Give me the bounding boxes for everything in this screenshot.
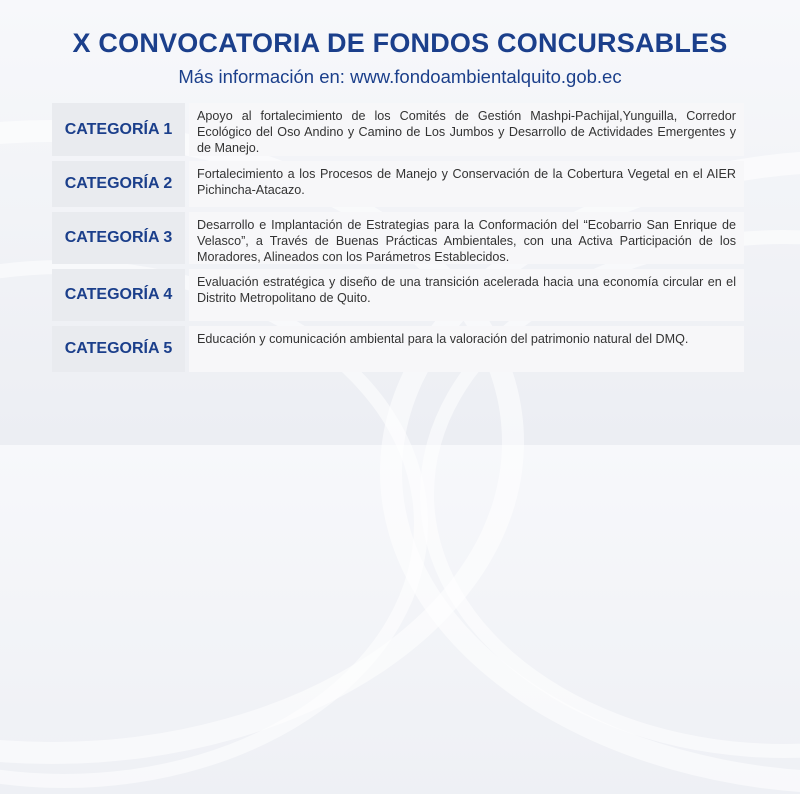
category-label: CATEGORÍA 5 [52, 326, 185, 372]
category-description: Apoyo al fortalecimiento de los Comités de Gestión Mashpi-Pachijal,Yunguilla, Corredor Ecológico del Oso Andino y Camino de Los Jumbos y Desarrollo de Actividades Emergentes y de Manejo. [189, 103, 744, 156]
category-row [52, 326, 744, 372]
category-label: CATEGORÍA 3 [52, 212, 185, 264]
category-row [52, 212, 744, 264]
category-label: CATEGORÍA 1 [52, 103, 185, 156]
category-description: Educación y comunicación ambiental para la valoración del patrimonio natural del DMQ. [189, 326, 744, 372]
category-description: Fortalecimiento a los Procesos de Manejo y Conservación de la Cobertura Vegetal en el AIER Pichincha-Atacazo. [189, 161, 744, 207]
category-row [52, 269, 744, 321]
category-label: CATEGORÍA 4 [52, 269, 185, 321]
categories-table [52, 103, 744, 377]
page-subtitle: Más información en: www.fondoambientalquito.gob.ec [178, 66, 622, 87]
category-row [52, 103, 744, 156]
category-description: Desarrollo e Implantación de Estrategias para la Conformación del “Ecobarrio San Enrique de Velasco”, a Través de Buenas Prácticas Ambientales, con una Activa Participación de los Moradores, Alineados con los Parámetros Establecidos. [189, 212, 744, 264]
category-row [52, 161, 744, 207]
category-description: Evaluación estratégica y diseño de una transición acelerada hacia una economía circular en el Distrito Metropolitano de Quito. [189, 269, 744, 321]
category-label: CATEGORÍA 2 [52, 161, 185, 207]
page-title: X CONVOCATORIA DE FONDOS CONCURSABLES [72, 28, 728, 58]
